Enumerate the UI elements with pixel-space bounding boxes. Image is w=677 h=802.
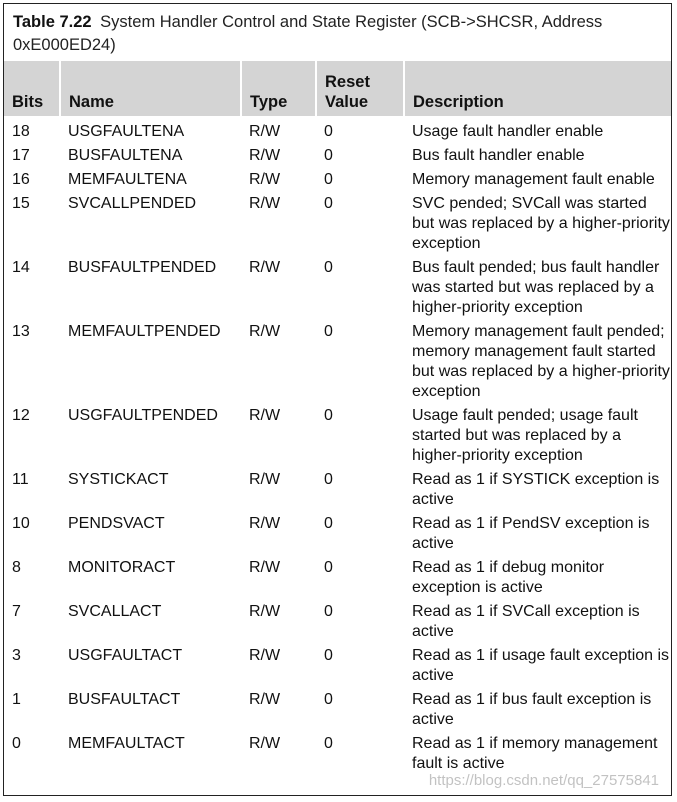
cell-bits: 16 xyxy=(12,171,30,188)
cell-type: R/W xyxy=(249,407,281,424)
cell-description: SVC pended; SVCall was started but was replaced by a higher-priority exception xyxy=(412,195,670,252)
cell-type: R/W xyxy=(249,691,281,708)
table-number: Table 7.22 xyxy=(13,13,92,31)
cell-description: Read as 1 if SYSTICK exception is active xyxy=(412,471,660,508)
cell-reset-value: 0 xyxy=(324,123,333,140)
table-row xyxy=(4,146,671,170)
header-reset-line1: Reset xyxy=(325,73,370,91)
cell-reset-value: 0 xyxy=(324,147,333,164)
cell-description: Read as 1 if usage fault exception is active xyxy=(412,647,670,684)
cell-name: BUSFAULTPENDED xyxy=(68,259,217,276)
cell-type: R/W xyxy=(249,559,281,576)
table-row xyxy=(4,690,671,734)
cell-name: MEMFAULTENA xyxy=(68,171,187,188)
cell-bits: 7 xyxy=(12,603,21,620)
table-row xyxy=(4,406,671,470)
cell-reset-value: 0 xyxy=(324,515,333,532)
cell-name: PENDSVACT xyxy=(68,515,165,532)
cell-type: R/W xyxy=(249,195,281,212)
cell-bits: 18 xyxy=(12,123,30,140)
cell-type: R/W xyxy=(249,603,281,620)
cell-reset-value: 0 xyxy=(324,171,333,188)
cell-bits: 3 xyxy=(12,647,21,664)
cell-reset-value: 0 xyxy=(324,735,333,752)
header-name: Name xyxy=(60,61,241,116)
cell-bits: 17 xyxy=(12,147,30,164)
cell-bits: 11 xyxy=(12,471,29,488)
cell-type: R/W xyxy=(249,735,281,752)
cell-description: Bus fault pended; bus fault handler was started but was replaced by a higher-priority exception xyxy=(412,259,660,316)
cell-type: R/W xyxy=(249,147,281,164)
table-header xyxy=(4,61,671,122)
watermark: https://blog.csdn.net/qq_27575841 xyxy=(428,772,659,789)
cell-bits: 13 xyxy=(12,323,30,340)
cell-type: R/W xyxy=(249,323,281,340)
table-row xyxy=(4,194,671,258)
header-description: Description xyxy=(404,61,671,116)
table-body xyxy=(4,122,671,778)
cell-description: Bus fault handler enable xyxy=(412,147,585,164)
cell-reset-value: 0 xyxy=(324,323,333,340)
header-bits: Bits xyxy=(4,61,60,116)
cell-name: MEMFAULTPENDED xyxy=(68,323,221,340)
cell-description: Memory management fault pended; memory management fault started but was replaced by a higher-priority exception xyxy=(412,323,670,400)
cell-reset-value: 0 xyxy=(324,407,333,424)
cell-description: Usage fault pended; usage fault started but was replaced by a higher-priority exception xyxy=(412,407,638,464)
cell-description: Read as 1 if SVCall exception is active xyxy=(412,603,640,640)
cell-reset-value: 0 xyxy=(324,259,333,276)
cell-description: Read as 1 if debug monitor exception is active xyxy=(412,559,605,596)
cell-name: USGFAULTACT xyxy=(68,647,183,664)
cell-description: Usage fault handler enable xyxy=(412,123,604,140)
table-row xyxy=(4,170,671,194)
table-title: System Handler Control and State Register (SCB->SHCSR, Address 0xE000ED24) xyxy=(13,13,603,54)
cell-reset-value: 0 xyxy=(324,691,333,708)
register-table xyxy=(4,61,671,778)
cell-reset-value: 0 xyxy=(324,471,333,488)
table-row xyxy=(4,322,671,406)
cell-bits: 10 xyxy=(12,515,30,532)
cell-type: R/W xyxy=(249,515,281,532)
table-row xyxy=(4,514,671,558)
cell-bits: 14 xyxy=(12,259,30,276)
cell-description: Memory management fault enable xyxy=(412,171,655,188)
cell-bits: 8 xyxy=(12,559,21,576)
cell-bits: 0 xyxy=(12,735,21,752)
cell-bits: 15 xyxy=(12,195,30,212)
cell-type: R/W xyxy=(249,171,281,188)
cell-type: R/W xyxy=(249,471,281,488)
cell-reset-value: 0 xyxy=(324,603,333,620)
cell-type: R/W xyxy=(249,259,281,276)
table-row xyxy=(4,558,671,602)
cell-name: MEMFAULTACT xyxy=(68,735,185,752)
cell-description: Read as 1 if bus fault exception is active xyxy=(412,691,652,728)
cell-reset-value: 0 xyxy=(324,195,333,212)
cell-name: SVCALLPENDED xyxy=(68,195,197,212)
table-row xyxy=(4,122,671,146)
table-caption xyxy=(4,4,671,61)
cell-name: BUSFAULTENA xyxy=(68,147,183,164)
cell-reset-value: 0 xyxy=(324,647,333,664)
header-reset-line2: Value xyxy=(325,93,369,111)
cell-description: Read as 1 if memory management fault is active xyxy=(412,735,658,772)
table-row xyxy=(4,602,671,646)
cell-name: USGFAULTPENDED xyxy=(68,407,218,424)
cell-name: MONITORACT xyxy=(68,559,176,576)
header-type: Type xyxy=(241,61,316,116)
cell-bits: 12 xyxy=(12,407,30,424)
cell-name: SYSTICKACT xyxy=(68,471,169,488)
header-reset-value xyxy=(316,61,404,116)
cell-type: R/W xyxy=(249,647,281,664)
table-row xyxy=(4,470,671,514)
cell-description: Read as 1 if PendSV exception is active xyxy=(412,515,650,552)
cell-name: SVCALLACT xyxy=(68,603,162,620)
cell-reset-value: 0 xyxy=(324,559,333,576)
cell-name: BUSFAULTACT xyxy=(68,691,181,708)
table-row xyxy=(4,646,671,690)
table-row xyxy=(4,258,671,322)
cell-type: R/W xyxy=(249,123,281,140)
cell-name: USGFAULTENA xyxy=(68,123,185,140)
cell-bits: 1 xyxy=(12,691,21,708)
table-frame xyxy=(3,3,672,796)
